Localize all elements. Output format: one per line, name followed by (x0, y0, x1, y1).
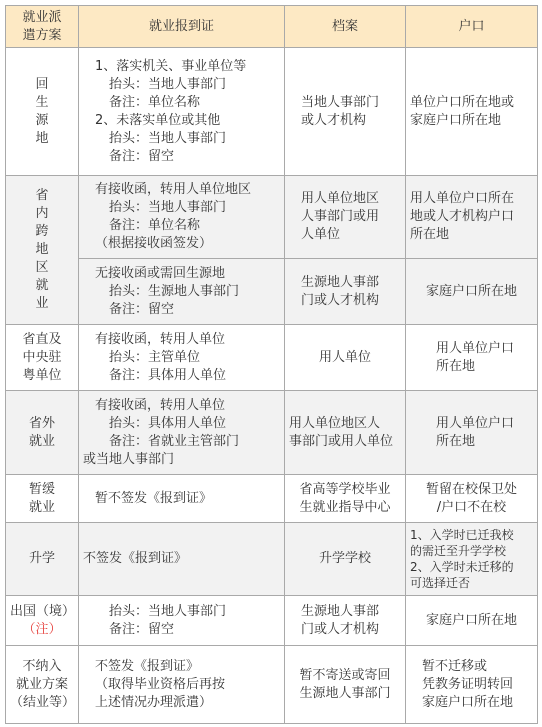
archive-line: 用人单位地区 (301, 191, 380, 206)
hukou-line: 家庭户口所在地 (410, 112, 502, 128)
hukou-line: 2、入学时未迁移的 (410, 560, 514, 574)
archive-cell (285, 596, 406, 646)
plan-char: 源 (35, 112, 49, 128)
certificate-line: 抬头：具体用人单位 (109, 415, 227, 431)
hukou-cell (406, 325, 538, 391)
archive-line: 用人单位地区人 (289, 415, 381, 431)
archive-cell (285, 646, 406, 724)
archive-line: 生源地人事部 (301, 274, 380, 290)
plan-line: 升学 (28, 551, 55, 566)
certificate-line: 暂不签发《报到证》 (95, 490, 213, 506)
certificate-cell (79, 48, 285, 176)
header-archive: 档案 (285, 6, 406, 48)
table-row (6, 176, 538, 259)
dispatch-table (5, 5, 538, 724)
archive-cell (285, 391, 406, 475)
certificate-line: 备注：留空 (109, 621, 175, 637)
certificate-line: 抬头：生源地人事部门 (109, 283, 240, 299)
plan-cell-outside-province (6, 391, 79, 475)
archive-line: 省高等学校毕业 (299, 481, 391, 497)
certificate-line: 或当地人事部门 (83, 451, 175, 467)
table-row (6, 646, 538, 724)
table-row (6, 259, 538, 325)
plan-line: 不纳入 (22, 658, 62, 674)
hukou-line: 暂留在校保卫处 (425, 481, 517, 497)
table-row (6, 523, 538, 596)
table-row (6, 596, 538, 646)
note-marker: （注） (22, 621, 62, 637)
archive-cell (285, 475, 406, 523)
archive-line: 暂不寄送或寄回 (299, 667, 391, 683)
plan-cell-cross-region (6, 176, 79, 325)
archive-cell (285, 48, 406, 176)
archive-line: 门或人才机构 (301, 292, 380, 308)
plan-char: 就 (35, 278, 49, 293)
certificate-cell (79, 391, 285, 475)
plan-cell-abroad (6, 596, 79, 646)
certificate-line: （取得毕业资格后再按 (95, 676, 226, 692)
plan-char: 跨 (35, 224, 49, 239)
plan-line: 粤单位 (22, 367, 62, 383)
plan-char: 内 (35, 206, 49, 221)
certificate-cell (79, 325, 285, 391)
certificate-cell (79, 176, 285, 259)
hukou-cell (406, 391, 538, 475)
certificate-line: 2、未落实单位或其他 (95, 112, 221, 128)
hukou-line: 所在地 (436, 358, 476, 374)
certificate-line: 抬头：当地人事部门 (109, 76, 227, 92)
plan-cell-deferred (6, 475, 79, 523)
archive-cell (285, 325, 406, 391)
certificate-cell (79, 259, 285, 325)
hukou-line: 家庭户口所在地 (425, 283, 517, 299)
archive-line: 人单位 (301, 227, 341, 242)
plan-cell-return-origin (6, 48, 79, 176)
table-row (6, 48, 538, 176)
plan-char: 省 (35, 188, 49, 203)
header-hukou: 户口 (406, 6, 538, 48)
plan-line: （结业等） (10, 694, 76, 710)
hukou-line: 单位户口所在地或 (410, 94, 515, 110)
certificate-cell (79, 596, 285, 646)
plan-line: 就业 (28, 499, 55, 515)
hukou-line: 地或人才机构户口 (410, 209, 515, 224)
archive-cell (285, 259, 406, 325)
table-row (6, 391, 538, 475)
hukou-line: /户口不在校 (436, 499, 507, 515)
certificate-line: 抬头：当地人事部门 (109, 200, 227, 215)
hukou-cell (406, 646, 538, 724)
header-report-certificate: 就业报到证 (79, 6, 285, 48)
archive-cell (285, 523, 406, 596)
hukou-cell (406, 596, 538, 646)
plan-cell-not-included (6, 646, 79, 724)
plan-line: 中央驻 (22, 349, 62, 365)
certificate-line: 上述情况办理派遣） (95, 694, 213, 710)
header-dispatch-plan (6, 6, 79, 48)
plan-char: 地 (35, 130, 49, 146)
hukou-line: 暂不迁移或 (422, 658, 488, 674)
certificate-cell (79, 523, 285, 596)
hukou-line: 1、入学时已迁我校 (410, 528, 514, 542)
hukou-cell (406, 523, 538, 596)
hukou-line: 用人单位户口所在 (410, 191, 515, 206)
plan-char: 业 (35, 296, 49, 311)
certificate-line: 无接收函或需回生源地 (95, 265, 226, 281)
hukou-line: 凭教务证明转回 (422, 676, 514, 692)
archive-line: 事部门或用人单位 (289, 433, 394, 449)
header-row (6, 6, 538, 48)
certificate-line: 有接收函，转用人单位地区 (95, 182, 252, 197)
certificate-line: 不签发《报到证》 (95, 658, 200, 674)
certificate-line: 备注：单位名称 (109, 94, 201, 110)
certificate-line: 抬头：主管单位 (109, 349, 201, 365)
header-dispatch-plan-line2: 遣方案 (22, 27, 62, 43)
certificate-cell (79, 475, 285, 523)
hukou-cell (406, 48, 538, 176)
certificate-line: 备注：单位名称 (109, 218, 201, 233)
hukou-line: 用人单位户口 (436, 415, 515, 431)
plan-cell-further-study (6, 523, 79, 596)
hukou-cell (406, 176, 538, 259)
plan-cell-provincial-central (6, 325, 79, 391)
archive-cell (285, 176, 406, 259)
certificate-line: 不签发《报到证》 (83, 551, 188, 566)
hukou-cell (406, 259, 538, 325)
hukou-cell (406, 475, 538, 523)
archive-line: 升学学校 (318, 551, 371, 566)
table-row (6, 325, 538, 391)
certificate-line: 备注：省就业主管部门 (109, 433, 240, 449)
archive-line: 或人才机构 (301, 112, 367, 128)
certificate-line: （根据接收函签发） (95, 236, 213, 251)
certificate-line: 有接收函，转用人单位 (95, 331, 226, 347)
plan-char: 地 (35, 242, 49, 257)
archive-line: 生源地人事部门 (299, 685, 391, 701)
archive-line: 生源地人事部 (301, 603, 380, 619)
header-dispatch-plan-line1: 就业派 (22, 9, 62, 25)
plan-line: 省外 (28, 415, 55, 431)
plan-char: 生 (35, 94, 49, 110)
certificate-line: 备注：留空 (109, 301, 175, 317)
plan-line: 出国（境） (10, 603, 76, 619)
certificate-line: 备注：留空 (109, 148, 175, 164)
plan-char: 回 (35, 76, 49, 92)
plan-line: 暂缓 (28, 481, 55, 497)
archive-line: 门或人才机构 (301, 621, 380, 637)
hukou-line: 可选择迁否 (410, 576, 471, 590)
certificate-line: 1、落实机关、事业单位等 (95, 58, 247, 74)
archive-line: 当地人事部门 (301, 94, 380, 110)
plan-line: 省直及 (22, 331, 62, 347)
hukou-line: 家庭户口所在地 (425, 612, 517, 628)
hukou-line: 所在地 (410, 227, 450, 242)
hukou-line: 所在地 (436, 433, 476, 449)
hukou-line: 的需迁至升学学校 (410, 544, 507, 558)
hukou-line: 家庭户口所在地 (422, 694, 514, 710)
certificate-cell (79, 646, 285, 724)
plan-char: 区 (35, 260, 49, 275)
certificate-line: 抬头：当地人事部门 (109, 603, 227, 619)
certificate-line: 备注：具体用人单位 (109, 367, 227, 383)
plan-line: 就业方案 (15, 676, 68, 692)
certificate-line: 抬头：当地人事部门 (109, 130, 227, 146)
archive-line: 人事部门或用 (301, 209, 380, 224)
plan-line: 就业 (28, 433, 55, 449)
archive-line: 生就业指导中心 (299, 499, 391, 515)
certificate-line: 有接收函，转用人单位 (95, 397, 226, 413)
table-row (6, 475, 538, 523)
archive-line: 用人单位 (318, 349, 371, 365)
hukou-line: 用人单位户口 (436, 340, 515, 356)
